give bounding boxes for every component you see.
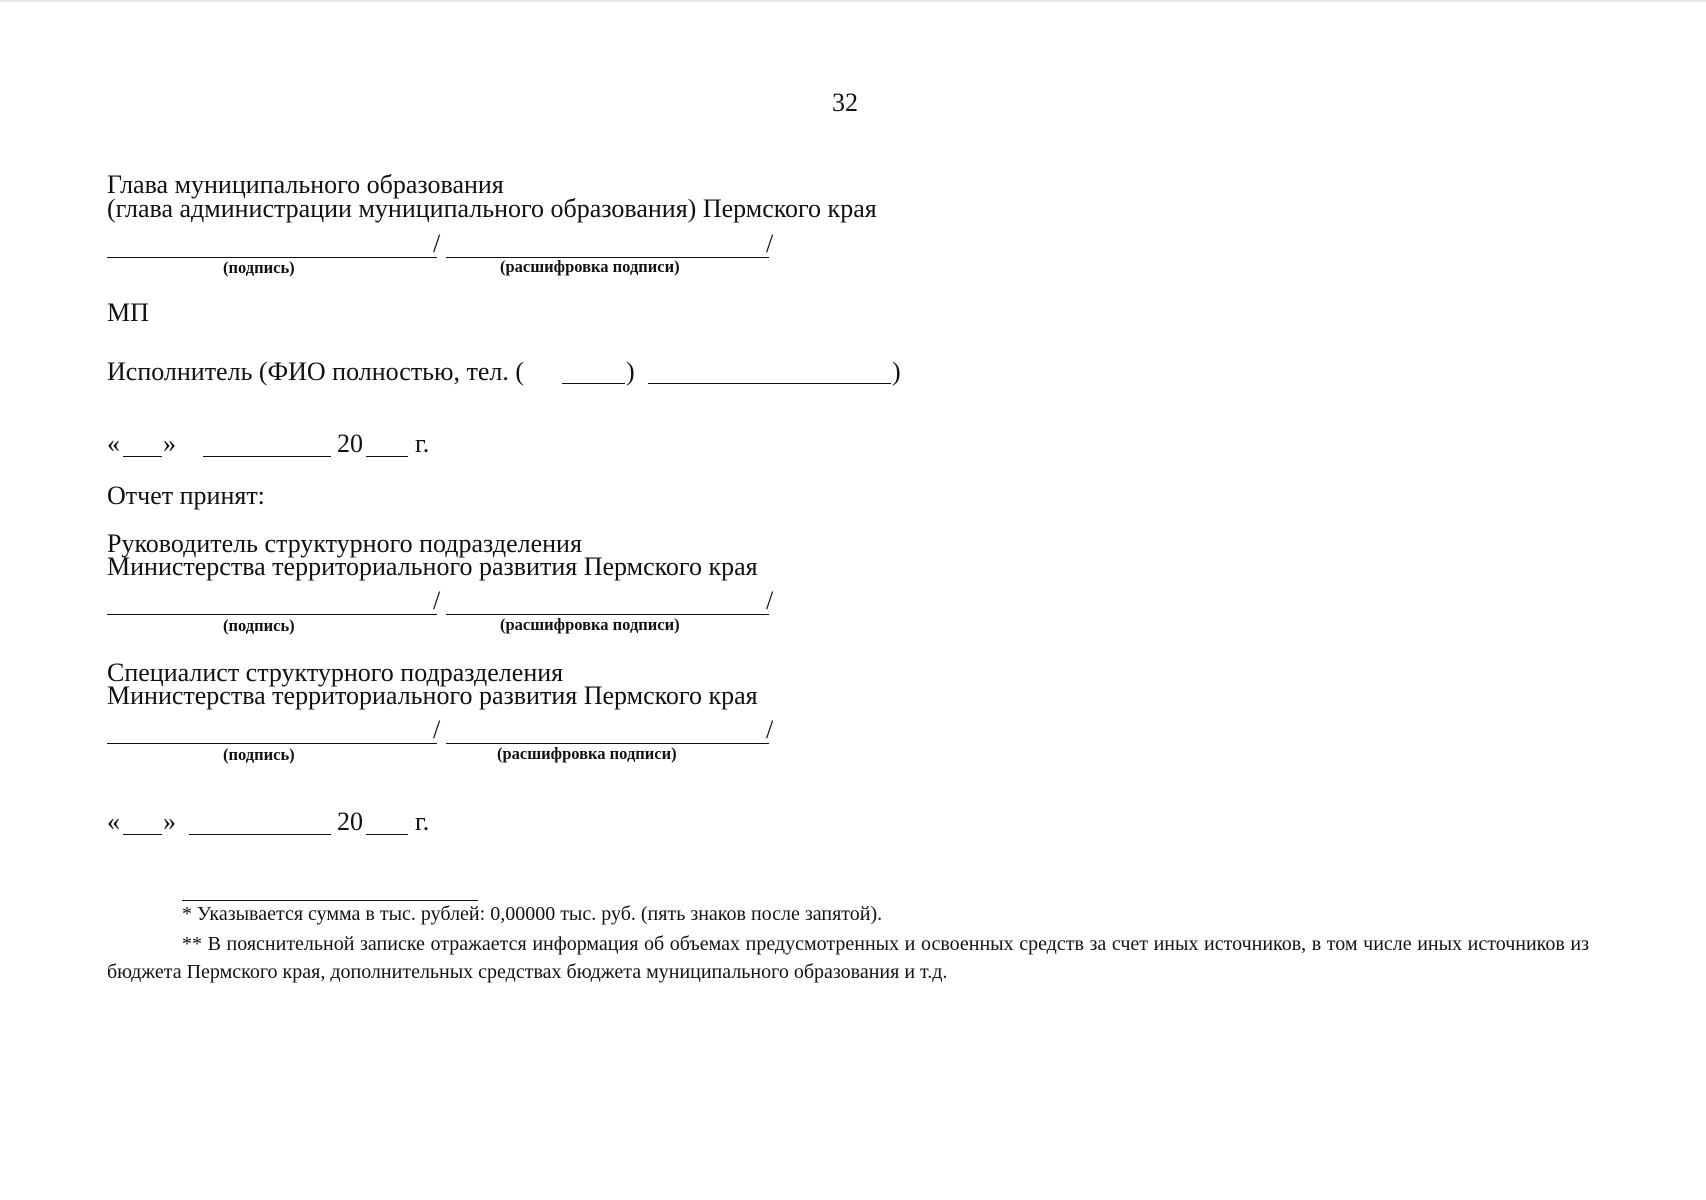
phone-number-blank	[648, 383, 891, 384]
executor-label: Исполнитель (ФИО полностью, тел. (	[107, 357, 525, 386]
day-blank	[123, 834, 162, 835]
month-blank	[189, 834, 331, 835]
date-open-quote: «	[107, 429, 120, 458]
day-blank	[123, 456, 162, 457]
specialist-line1: Специалист структурного подразделения	[107, 658, 564, 687]
date-close-quote: »	[163, 807, 176, 836]
decoding-caption: (расшифровка подписи)	[497, 744, 677, 763]
separator-slash: /	[433, 586, 441, 615]
accepted-label: Отчет принят:	[107, 481, 265, 510]
year-blank	[366, 456, 408, 457]
separator-slash: /	[766, 229, 774, 258]
separator-slash: /	[433, 715, 441, 744]
signature-caption: (подпись)	[223, 616, 295, 635]
unit-head-line1: Руководитель структурного подразделения	[107, 529, 582, 558]
executor-end: )	[892, 357, 901, 386]
separator-slash: /	[766, 586, 774, 615]
scan-edge	[0, 0, 1706, 2]
year-suffix: г.	[415, 807, 430, 836]
footnote-2: ** В пояснительной записке отражается информация об объемах предусмотренных и освоенных средств за счет иных источников, в том числе иных источников из бюджета Пермского края, дополнительных средствах бюджета муниципального образования и т.д.	[107, 933, 1589, 983]
seal-mark: МП	[107, 298, 149, 327]
signature-caption: (подпись)	[223, 745, 295, 764]
page-number: 32	[832, 88, 858, 117]
signature-line	[107, 614, 437, 615]
year-suffix: г.	[415, 429, 430, 458]
year-blank	[366, 834, 408, 835]
head-title-line1: Глава муниципального образования	[107, 170, 504, 199]
separator-slash: /	[433, 229, 441, 258]
specialist-line2: Министерства территориального развития Пермского края	[107, 681, 758, 710]
footnote-1: * Указывается сумма в тыс. рублей: 0,00000 тыс. руб. (пять знаков после запятой).	[182, 903, 883, 925]
unit-head-line2: Министерства территориального развития Пермского края	[107, 552, 758, 581]
year-prefix: 20	[337, 429, 363, 458]
year-prefix: 20	[337, 807, 363, 836]
footnote-separator	[182, 900, 478, 901]
signature-caption: (подпись)	[223, 258, 295, 277]
executor-paren-close: )	[626, 357, 635, 386]
date-open-quote: «	[107, 807, 120, 836]
head-title-line2: (глава администрации муниципального образования) Пермского края	[107, 194, 877, 223]
decoding-caption: (расшифровка подписи)	[500, 257, 680, 276]
date-close-quote: »	[163, 429, 176, 458]
month-blank	[203, 456, 331, 457]
signature-line	[107, 743, 437, 744]
separator-slash: /	[766, 715, 774, 744]
phone-code-blank	[562, 383, 625, 384]
decoding-caption: (расшифровка подписи)	[500, 615, 680, 634]
